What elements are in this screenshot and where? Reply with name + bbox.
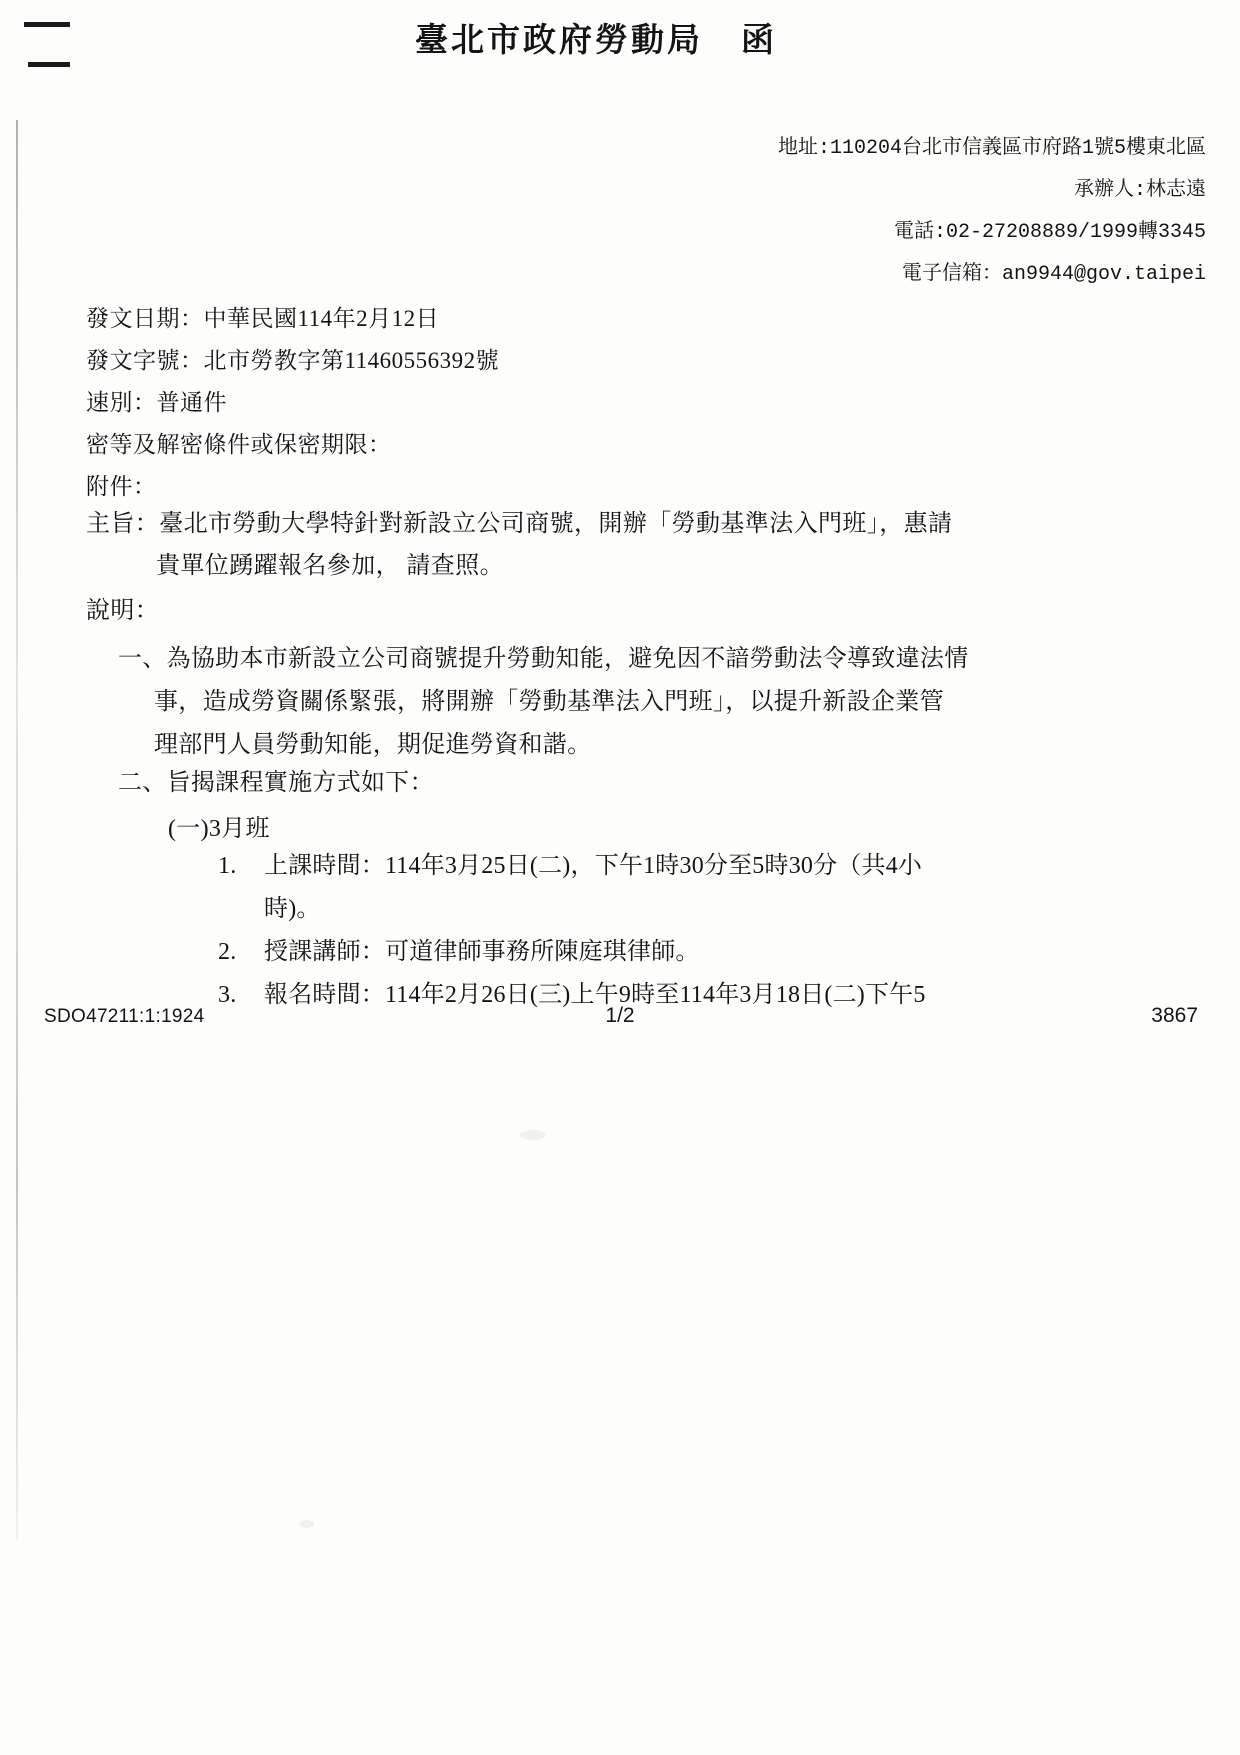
scan-artifact	[520, 1130, 546, 1140]
explanation-item-1	[118, 638, 1158, 767]
document-fields	[86, 298, 499, 508]
field-document-number: 發文字號：北市勞教字第11460556392號	[86, 348, 500, 373]
item-1-line-3: 理部門人員勞動知能，期促進勞資和諧。	[154, 732, 592, 758]
list-item	[218, 931, 1158, 974]
subject-label: 主旨：	[86, 511, 160, 537]
contact-officer: 承辦人:林志遠	[1073, 179, 1206, 202]
list-item-number: 3.	[218, 982, 237, 1008]
list-item-line-2: 時)。	[264, 896, 321, 922]
sub-section-march-class: (一)3月班	[168, 816, 270, 842]
item-2-line-1: 旨揭課程實施方式如下：	[166, 770, 434, 796]
item-1-marker: 一、	[118, 646, 167, 672]
list-item-number: 2.	[218, 939, 237, 965]
footer-right-code: 3867	[1151, 1004, 1198, 1027]
list-item-number: 1.	[218, 853, 237, 879]
list-item-text	[264, 845, 1158, 931]
subject-section	[86, 503, 1156, 587]
contact-address: 地址:110204台北市信義區市府路1號5樓東北區	[777, 137, 1206, 160]
contact-block	[778, 128, 1206, 296]
explanation-label: 說明：	[86, 598, 160, 624]
field-speed-type: 速別：普通件	[86, 390, 227, 415]
subject-line-1: 臺北市勞動大學特針對新設立公司商號，開辦「勞動基準法入門班」，惠請	[159, 511, 953, 537]
scan-edge-line	[16, 120, 18, 1540]
field-issue-date: 發文日期：中華民國114年2月12日	[86, 306, 440, 331]
document-title-main: 臺北市政府勞動局	[415, 23, 703, 59]
document-title-suffix: 函	[741, 23, 777, 59]
contact-phone: 電話:02-27208889/1999轉3345	[893, 221, 1206, 244]
footer-page-number: 1/2	[605, 1004, 635, 1027]
list-item	[218, 845, 1158, 931]
list-item-line-1: 報名時間：114年2月26日(三)上午9時至114年3月18日(二)下午5	[264, 982, 926, 1008]
document-title	[0, 14, 1216, 61]
field-attachment: 附件：	[86, 474, 157, 499]
item-2-marker: 二、	[118, 770, 167, 796]
item-1-line-2: 事，造成勞資關係緊張，將開辦「勞動基準法入門班」，以提升新設企業管	[154, 689, 944, 715]
scan-artifact	[300, 1520, 314, 1528]
list-item-line-1: 上課時間：114年3月25日(二)，下午1時30分至5時30分（共4小	[264, 853, 923, 879]
list-item-text	[264, 931, 1158, 974]
explanation-item-2	[118, 762, 434, 797]
list-item-line-1: 授課講師：可道律師事務所陳庭琪律師。	[264, 939, 700, 965]
subject-line-2: 貴單位踴躍報名參加， 請查照。	[156, 553, 504, 579]
numbered-list	[218, 845, 1158, 1017]
item-1-line-1: 為協助本市新設立公司商號提升勞動知能，避免因不諳勞動法令導致違法情	[166, 646, 969, 672]
contact-email: 電子信箱：an9944@gov.taipei	[901, 263, 1206, 286]
field-confidentiality: 密等及解密條件或保密期限：	[86, 432, 392, 457]
footer-left-code: SDO47211:1:1924	[44, 1006, 205, 1027]
scan-edge-mark-second	[28, 62, 70, 67]
